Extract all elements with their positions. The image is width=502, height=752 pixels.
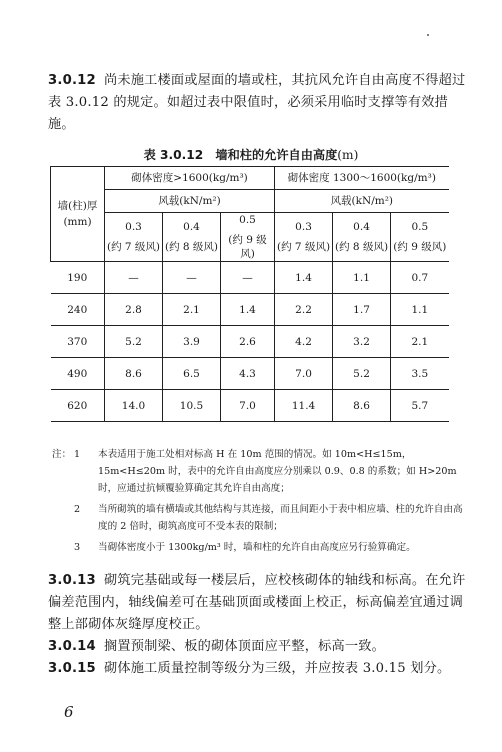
thickness-cell: 620 bbox=[51, 390, 105, 422]
height-value-cell: 2.1 bbox=[391, 326, 449, 358]
clause-number: 3.0.15 bbox=[48, 661, 96, 676]
stub-header-text: 墙(柱)厚(mm) bbox=[57, 200, 98, 228]
clause-number: 3.0.14 bbox=[48, 639, 96, 654]
note-number: 3 bbox=[74, 542, 81, 553]
table-caption bbox=[0, 146, 502, 163]
clause-3-0-12 bbox=[48, 70, 466, 136]
clause-number: 3.0.13 bbox=[48, 573, 96, 588]
wind-load-value: 0.4 bbox=[353, 221, 370, 233]
height-value-cell: 10.5 bbox=[163, 390, 221, 422]
notes-lead: 注： bbox=[52, 449, 72, 460]
height-value-cell: 7.0 bbox=[275, 358, 333, 390]
height-value-cell: — bbox=[105, 262, 163, 294]
height-value-cell: 0.7 bbox=[391, 262, 449, 294]
height-value-cell: 2.1 bbox=[163, 294, 221, 326]
height-value-cell: 3.2 bbox=[333, 326, 391, 358]
height-value-cell: 14.0 bbox=[105, 390, 163, 422]
wind-load-value: 0.5 bbox=[411, 221, 429, 233]
height-value-cell: 1.4 bbox=[275, 262, 333, 294]
height-value-cell: 8.6 bbox=[333, 390, 391, 422]
free-height-table bbox=[50, 166, 449, 422]
note-text: 本表适用于施工处相对标高 H 在 10m 范围的情况。如 10m<H≤15m，15m<H≤20m 时，表中的允许自由高度应分别乘以 0.9、0.8 的系数；如 H>20m 时，应通过抗倾覆验算确定其允许自由高度； bbox=[98, 449, 457, 494]
clause-text: 砌筑完基础或每一楼层后，应校核砌体的轴线和标高。在允许偏差范围内，轴线偏差可在基础顶面或楼面上校正，标高偏差宜通过调整上部砌体灰缝厚度校正。 bbox=[48, 573, 466, 632]
wind-level-header bbox=[275, 213, 333, 262]
table-row bbox=[51, 262, 449, 294]
height-value-cell: 5.2 bbox=[105, 326, 163, 358]
clause-number: 3.0.12 bbox=[48, 73, 96, 88]
wind-load-value: 0.4 bbox=[183, 221, 200, 233]
note-item bbox=[52, 446, 470, 497]
note-number: 1 bbox=[74, 449, 81, 460]
scan-speck bbox=[427, 34, 429, 36]
wind-level-label: (约 7 级风) bbox=[277, 241, 331, 253]
height-value-cell: 3.5 bbox=[391, 358, 449, 390]
clause-text: 搁置预制梁、板的砌体顶面应平整，标高一致。 bbox=[103, 639, 386, 654]
wind-load-value: 0.5 bbox=[239, 214, 256, 226]
height-value-cell: — bbox=[221, 262, 275, 294]
clause-3-0-14 bbox=[48, 636, 466, 658]
note-text: 当砌体密度小于 1300kg/m³ 时，墙和柱的允许自由高度应另行验算确定。 bbox=[98, 542, 416, 553]
height-value-cell: 4.2 bbox=[275, 326, 333, 358]
table-row bbox=[51, 358, 449, 390]
wind-level-header bbox=[105, 213, 163, 262]
height-value-cell: 2.8 bbox=[105, 294, 163, 326]
wind-level-label: (约 8 级风) bbox=[335, 241, 389, 253]
height-value-cell: 3.9 bbox=[163, 326, 221, 358]
wind-level-header bbox=[333, 213, 391, 262]
wind-load-header: 风载(kN/m²) bbox=[275, 190, 449, 213]
wind-level-header bbox=[221, 213, 275, 262]
table-row bbox=[51, 294, 449, 326]
thickness-cell: 370 bbox=[51, 326, 105, 358]
table-notes bbox=[52, 446, 470, 560]
height-value-cell: 2.2 bbox=[275, 294, 333, 326]
thickness-cell: 240 bbox=[51, 294, 105, 326]
wind-level-label: (约 9 级风) bbox=[228, 234, 267, 260]
height-value-cell: 1.7 bbox=[333, 294, 391, 326]
height-value-cell: 5.2 bbox=[333, 358, 391, 390]
height-value-cell: 2.6 bbox=[221, 326, 275, 358]
table-row bbox=[51, 390, 449, 422]
wind-load-value: 0.3 bbox=[125, 221, 142, 233]
note-item bbox=[70, 501, 470, 535]
clause-3-0-15 bbox=[48, 658, 466, 680]
thickness-cell: 490 bbox=[51, 358, 105, 390]
wind-level-label: (约 8 级风) bbox=[164, 241, 219, 253]
note-number: 2 bbox=[74, 504, 81, 515]
wind-load-header: 风载(kN/m²) bbox=[105, 190, 275, 213]
height-value-cell: — bbox=[163, 262, 221, 294]
height-value-cell: 1.1 bbox=[333, 262, 391, 294]
table-caption-title: 表 3.0.12 墙和柱的允许自由高度 bbox=[143, 148, 338, 162]
height-value-cell: 4.3 bbox=[221, 358, 275, 390]
page-number: 6 bbox=[64, 703, 74, 721]
note-text: 当所砌筑的墙有横墙或其他结构与其连接，而且间距小于表中相应墙、柱的允许自由高度的 2 倍时，砌筑高度可不受本表的限制； bbox=[98, 504, 463, 532]
note-item bbox=[70, 539, 470, 556]
group-header: 砌体密度 1300～1600(kg/m³) bbox=[275, 167, 449, 190]
thickness-cell: 190 bbox=[51, 262, 105, 294]
clause-3-0-13 bbox=[48, 570, 466, 636]
stub-header bbox=[51, 167, 105, 262]
height-value-cell: 1.4 bbox=[221, 294, 275, 326]
height-value-cell: 6.5 bbox=[163, 358, 221, 390]
height-value-cell: 5.7 bbox=[391, 390, 449, 422]
wind-level-header bbox=[163, 213, 221, 262]
height-value-cell: 8.6 bbox=[105, 358, 163, 390]
wind-level-header bbox=[391, 213, 449, 262]
table-caption-unit: (m) bbox=[337, 148, 359, 162]
wind-load-value: 0.3 bbox=[295, 221, 312, 233]
height-value-cell: 1.1 bbox=[391, 294, 449, 326]
height-value-cell: 11.4 bbox=[275, 390, 333, 422]
clause-text: 尚未施工楼面或屋面的墙或柱，其抗风允许自由高度不得超过表 3.0.12 的规定。如超过表中限值时，必须采用临时支撑等有效措施。 bbox=[48, 73, 466, 132]
height-value-cell: 7.0 bbox=[221, 390, 275, 422]
wind-level-label: (约 7 级风) bbox=[106, 241, 161, 253]
table-row bbox=[51, 326, 449, 358]
group-header: 砌体密度>1600(kg/m³) bbox=[105, 167, 275, 190]
wind-level-label: (约 9 级风) bbox=[393, 241, 447, 253]
clause-text: 砌体施工质量控制等级分为三级，并应按表 3.0.15 划分。 bbox=[103, 661, 451, 676]
